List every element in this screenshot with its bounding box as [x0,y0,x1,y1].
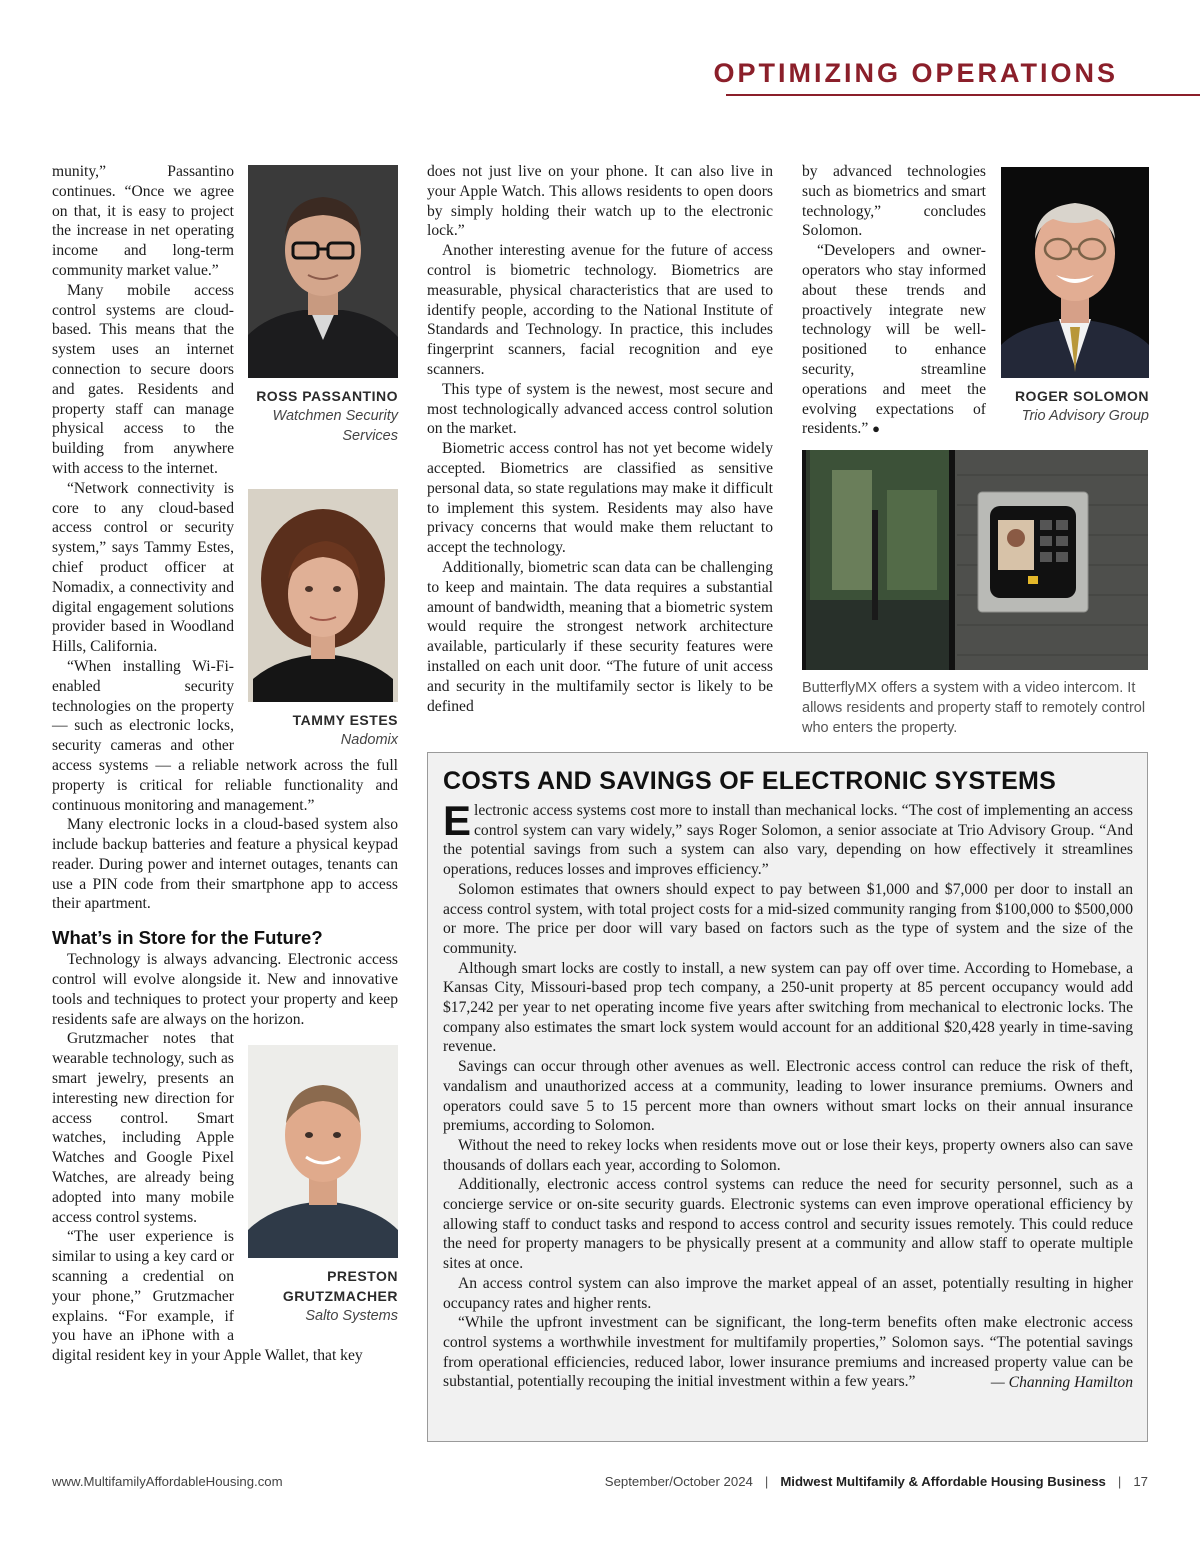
col1-paragraph-5: Many electronic locks in a cloud-based system also include backup batteries and feature a physical keypad reader. During power and internet outages, tenants can use a PIN code from their smartphone app to access their apartment. [52,816,398,913]
col2-paragraph-2: Another interesting avenue for the future of access control is biometric technology. Biometrics are measurable, physical characteristics that are used to identify people, according to the National Institute of Standards and Technology. In practice, this includes fingerprint scanners, facial recognition and eye scanners. [427,242,773,378]
sidebar-paragraph-5: Without the need to rekey locks when residents move out or lose their keys, property owners also can save thousands of dollars each year, according to Solomon. [443,1136,1133,1174]
sidebar-paragraph-4: Savings can occur through other avenues as well. Electronic access control can reduce the risk of theft, vandalism and unauthorized access at a community, leading to lower insurance premiums. Owners and operators could save 5 to 15 percent more than owners without smart locks on their annual insurance premiums, according to Solomon. [443,1058,1133,1135]
sidebar-paragraph-6: Additionally, electronic access control systems can reduce the need for security personnel, such as a concierge service or on-site security guards. Electronic systems can even improve operational efficiency by allowing staff to conduct tasks and respond to access control and security issues remotely. This could reduce the need for property managers to be physically present at a community and allow staff to operate multiple sites at once. [443,1176,1133,1273]
photo-tammy-estes [248,489,398,702]
col3-paragraph-2 [802,241,986,439]
caption-intercom: ButterflyMX offers a system with a video intercom. It allows residents and property staff to remotely control who enters the property. [802,680,1146,736]
caption-name-roger: ROGER SOLOMON [1014,388,1149,404]
caption-name-tammy: TAMMY ESTES [292,711,398,728]
col3-paragraph-1: by advanced technologies such as biometrics and smart technology,” concludes Solomon. [802,163,986,240]
drop-cap: E [443,797,472,844]
footer-right [605,1474,1148,1489]
column-1 [52,162,398,1366]
col3-paragraph-2-text: “Developers and owner-operators who stay informed about these trends and proactively integrate new technology will be well-positioned to enhance security, streamline operations and meet the evolving expectations of residents.” [802,242,986,438]
col1-paragraph-6: Technology is always advancing. Electronic access control will evolve alongside it. New and innovative tools and techniques to protect your property and keep residents safe are always on the horizon. [52,951,398,1028]
col2-paragraph-4: Biometric access control has not yet become widely accepted. Biometrics are classified as sensitive personal data, so state regulations may make it difficult to implement this system. Residents may also have privacy concerns that would make them reluctant to accept the technology. [427,440,773,557]
sidebar-title: COSTS AND SAVINGS OF ELECTRONIC SYSTEMS [443,767,1057,795]
section-rule [726,94,1200,96]
sidebar-paragraph-3: Although smart locks are costly to install, a new system can pay off over time. According to Homebase, a Kansas City, Missouri-based prop tech company, a 250-unit property at 85 percent occupancy would add $17,242 per year to net operating income five years after switching from mechanical to electronic locks. The company also estimates the smart lock system would account for an additional $20,428 yearly in time-saving revenue. [443,959,1133,1056]
col2-paragraph-5: Additionally, biometric scan data can be challenging to keep and maintain. The data requires a substantial amount of bandwidth, meaning that a biometric system would require the strongest network architecture available, particularly if these security features were installed on each unit door. “The future of unit access and security in the multifamily sector is likely to be defined [427,558,773,715]
figure-preston-grutzmacher [248,1045,398,1326]
caption-name-ross: ROSS PASSANTINO [256,388,398,404]
figure-roger-solomon [1001,167,1149,426]
col1-paragraph-4: “When installing Wi-Fi-enabled security technologies on the property — such as electronic locks, security cameras and other access systems — a reliable network across the full property is critical for reliable functionality and continuous monitoring and management.” [52,657,398,814]
sidebar-paragraph-2: Solomon estimates that owners should expect to pay between $1,000 and $7,000 per door to install an access control system, with total project costs for a mid-sized community ranging from $100,000 to $500,000 or more. The price per door will vary based on factors such as the type of system and the size of the community. [443,880,1133,957]
col2-paragraph-1: does not just live on your phone. It can also live in your Apple Watch. This allows residents to open doors by simply holding their watch up to the electronic lock.” [427,163,773,240]
caption-org-roger: Trio Advisory Group [1021,408,1149,424]
caption-org-ross: Watchmen Security Services [272,408,398,444]
end-mark-icon: ● [872,421,881,437]
col1-paragraph-2: Many mobile access control systems are cloud-based. This means that the system uses an internet connection to secure doors and gates. Residents and property staff can manage physical access to the building from anywhere with access to the internet. [52,281,234,477]
figure-ross-passantino [248,165,398,446]
sidebar-paragraph-1-text: lectronic access systems cost more to install than mechanical locks. “The cost of implementing an access control system can vary widely,” says Roger Solomon, a senior associate at Trio Advisory Group. “And the potential savings from such a system can also vary, depending on how effectively it streamlines operations, reduces losses and improves efficiency.” [443,802,1133,879]
col2-paragraph-3: This type of system is the newest, most secure and most technologically advanced access control solution on the market. [427,380,773,438]
col1-paragraph-8: “The user experience is similar to using a key card or scanning a credential on your phone,” Grutzmacher explains. “For example, if you have an iPhone with a digital resident key in your Apple Wallet, that key [52,1228,363,1365]
footer-date: September/October 2024 [604,1474,753,1489]
photo-roger-solomon [1001,167,1149,378]
figure-intercom [802,450,1148,738]
col1-paragraph-7: Grutzmacher notes that wearable technology, such as smart jewelry, presents an interesting new direction for access control. Smart watches, including Apple Watches and Google Pixel Watches, are already being adopted into many mobile access control systems. [52,1030,234,1226]
caption-org-tammy: Nadomix [340,731,398,748]
caption-name-preston: PRESTON GRUTZMACHER [282,1268,398,1305]
sidebar-paragraph-8: “While the upfront investment can be significant, the long-term benefits often make electronic access control systems a worthwhile investment for multifamily properties,” Solomon says. “The potential savings from operational efficiencies, reduced labor, lower insurance premiums and increased property value can be substantial, potentially recouping the initial investment within a few years.” [443,1314,1133,1391]
sidebar-costs-savings [427,752,1148,1442]
footer-url[interactable]: www.MultifamilyAffordableHousing.com [52,1474,283,1489]
section-title: OPTIMIZING OPERATIONS [713,58,1118,88]
col1-paragraph-1: munity,” Passantino continues. “Once we agree on that, it is easy to project the increase in net operating income and long-term community market value.” [52,163,234,279]
footer-page-number: 17 [1133,1474,1148,1489]
sidebar-body [443,797,1133,1393]
col1-paragraph-3: “Network connectivity is core to any cloud-based access control or security system,” says Tammy Estes, chief product officer at Nomadix, a connectivity and digital engagement solutions provider based in Woodland Hills, California. [52,479,234,656]
column-2 [427,162,773,716]
sidebar-author: — Channing Hamilton [990,1374,1133,1392]
photo-preston-grutzmacher [248,1045,398,1258]
caption-org-preston: Salto Systems [305,1308,398,1325]
footer-divider: | [1117,1474,1122,1489]
photo-ross-passantino [248,165,398,378]
subhead-future: What’s in Store for the Future? [52,927,323,949]
column-3 [802,162,986,439]
footer-publication: Midwest Multifamily & Affordable Housing Business [780,1474,1106,1489]
photo-video-intercom [802,450,1148,670]
footer-divider: | [764,1474,769,1489]
sidebar-paragraph-1 [443,797,1133,880]
sidebar-paragraph-7: An access control system can also improve the market appeal of an asset, potentially resulting in higher occupancy rates and higher rents. [443,1274,1133,1312]
figure-tammy-estes [248,489,398,750]
